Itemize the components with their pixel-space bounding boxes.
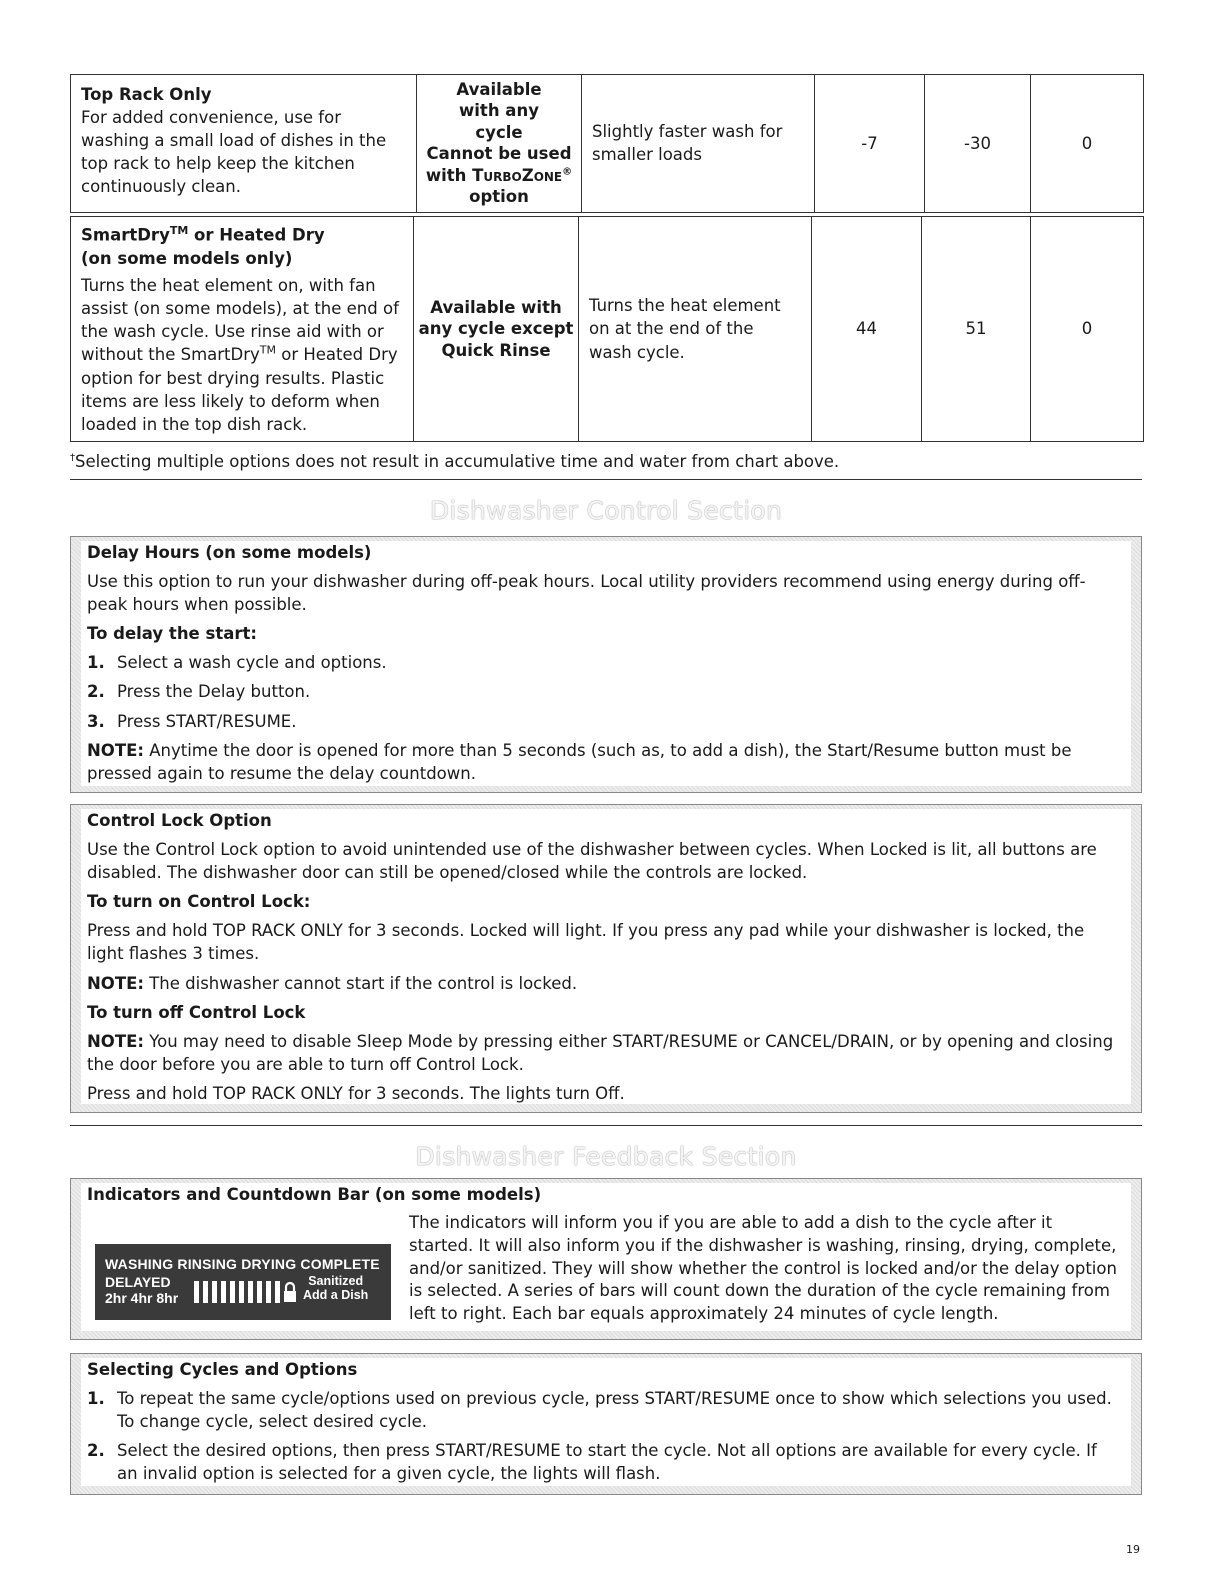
footnote-text: Selecting multiple options does not result in accumulative time and water from chart above. xyxy=(75,452,840,471)
delay-steps-list xyxy=(87,651,1121,732)
panel-status-labels: WASHING RINSING DRYING COMPLETE xyxy=(105,1256,380,1272)
countdown-bar-segment xyxy=(194,1281,199,1303)
countdown-bar-segment xyxy=(212,1281,217,1303)
countdown-bar-segment xyxy=(230,1281,235,1303)
option-benefit: Slightly faster wash for smaller loads xyxy=(582,75,815,213)
countdown-bar-segment xyxy=(257,1281,262,1303)
indicators-box xyxy=(70,1178,1142,1340)
countdown-bar-segment xyxy=(203,1281,208,1303)
option-description-cell xyxy=(71,75,417,213)
panel-delayed-label: DELAYED xyxy=(105,1274,171,1290)
option-value-1: 44 xyxy=(812,217,922,442)
options-table-smartdry xyxy=(70,216,1144,442)
option-description: Turns the heat element on, with fan assist (on some models), at the end of the wash cycle. Use rinse aid with or without the SmartDry™ or Heated Dry option for best drying results. Plastic items are less likely to deform when loaded in the top dish rack. xyxy=(81,275,399,434)
delay-hours-title: Delay Hours (on some models) xyxy=(87,543,372,562)
option-availability xyxy=(417,75,582,213)
option-value-3: 0 xyxy=(1031,217,1144,442)
control-lock-note-2: NOTE: You may need to disable Sleep Mode by pressing either START/RESUME or CANCEL/DRAIN, or by opening and closing the door before you are able to turn off Control Lock. xyxy=(87,1031,1114,1074)
countdown-bar xyxy=(194,1281,280,1303)
options-table-top-rack xyxy=(70,74,1144,213)
option-availability: Available with any cycle except Quick Rinse xyxy=(414,217,579,442)
panel-delay-hours: 2hr 4hr 8hr xyxy=(105,1290,179,1306)
lock-icon xyxy=(283,1281,297,1303)
control-lock-box xyxy=(70,804,1142,1113)
availability-text: Available with any cycle xyxy=(456,80,542,142)
divider xyxy=(70,1125,1142,1126)
delay-note: NOTE: Anytime the door is opened for more than 5 seconds (such as, to add a dish), the Start/Resume button must be pressed again to resume the delay countdown. xyxy=(87,740,1072,783)
option-description-cell xyxy=(71,217,414,442)
page-number: 19 xyxy=(1126,1543,1140,1556)
selecting-cycles-content xyxy=(81,1358,1131,1486)
option-benefit: Turns the heat element on at the end of the wash cycle. xyxy=(579,217,812,442)
control-lock-on-subheading: To turn on Control Lock: xyxy=(87,892,311,912)
option-value-1: -7 xyxy=(815,75,925,213)
delay-start-subheading: To delay the start: xyxy=(87,624,257,644)
countdown-bar-segment xyxy=(275,1281,280,1303)
table-footnote xyxy=(70,452,839,471)
countdown-bar-segment xyxy=(266,1281,271,1303)
control-lock-off-subheading: To turn off Control Lock xyxy=(87,1002,306,1022)
list-item: 1. Select a wash cycle and options. xyxy=(87,653,387,673)
control-lock-on-text: Press and hold TOP RACK ONLY for 3 seconds. Locked will light. If you press any pad while your dishwasher is locked, the light flashes 3 times. xyxy=(87,921,1085,964)
countdown-bar-segment xyxy=(248,1281,253,1303)
option-value-3: 0 xyxy=(1031,75,1144,213)
option-title: Top Rack Only xyxy=(81,85,212,104)
indicators-title: Indicators and Countdown Bar (on some models) xyxy=(87,1185,542,1204)
countdown-bar-segment xyxy=(221,1281,226,1303)
divider xyxy=(70,479,1142,480)
delay-hours-box xyxy=(70,536,1142,793)
selecting-cycles-box xyxy=(70,1353,1142,1495)
indicators-text: The indicators will inform you if you are able to add a dish to the cycle after it started. It will also inform you if the dishwasher is washing, rinsing, drying, complete, and/or sanitized. They will show whether the control is locked and/or the delay option is selected. A series of bars will count down the duration of the cycle remaining from left to right. Each bar equals approximately 24 minutes of cycle length. xyxy=(409,1213,1117,1324)
delay-hours-intro: Use this option to run your dishwasher during off-peak hours. Local utility providers recommend using energy during off-peak hours when possible. xyxy=(87,572,1086,615)
option-value-2: -30 xyxy=(925,75,1031,213)
availability-restriction: Cannot be used with TurboZone® option xyxy=(425,144,573,207)
control-lock-title: Control Lock Option xyxy=(87,811,272,830)
selecting-cycles-title: Selecting Cycles and Options xyxy=(87,1360,358,1379)
control-lock-off-text: Press and hold TOP RACK ONLY for 3 seconds. The lights turn Off. xyxy=(87,1083,625,1103)
footnote-mark: † xyxy=(70,452,75,464)
control-lock-intro: Use the Control Lock option to avoid unintended use of the dishwasher between cycles. When Locked is lit, all buttons are disabled. The dishwasher door can still be opened/closed while the controls are locked. xyxy=(87,840,1097,883)
control-lock-note-1: NOTE: The dishwasher cannot start if the control is locked. xyxy=(87,973,578,993)
list-item: 1. To repeat the same cycle/options used on previous cycle, press START/RESUME once to show which selections you used. To change cycle, select desired cycle. xyxy=(87,1389,1112,1432)
control-lock-content xyxy=(81,809,1131,1104)
delay-hours-content xyxy=(81,541,1131,786)
list-item: 2. Press the Delay button. xyxy=(87,682,311,702)
indicators-content xyxy=(81,1183,1131,1331)
countdown-bar-segment xyxy=(239,1281,244,1303)
option-value-2: 51 xyxy=(922,217,1031,442)
section-heading-feedback: Dishwasher Feedback Section xyxy=(415,1142,797,1171)
option-description: For added convenience, use for washing a small load of dishes in the top rack to help keep the kitchen continuously clean. xyxy=(81,108,387,197)
list-item: 2. Select the desired options, then press START/RESUME to start the cycle. Not all options are available for every cycle. If an invalid option is selected for a given cycle, the lights will flash. xyxy=(87,1441,1097,1484)
option-subtitle: (on some models only) xyxy=(81,248,293,268)
panel-sanitized-add-dish: Sanitized Add a Dish xyxy=(303,1274,369,1303)
list-item: 3. Press START/RESUME. xyxy=(87,711,297,731)
option-title: SmartDry™ or Heated Dry xyxy=(81,224,325,245)
selecting-steps-list xyxy=(87,1387,1121,1485)
section-heading-control: Dishwasher Control Section xyxy=(429,496,783,525)
indicator-panel-image xyxy=(95,1244,391,1320)
